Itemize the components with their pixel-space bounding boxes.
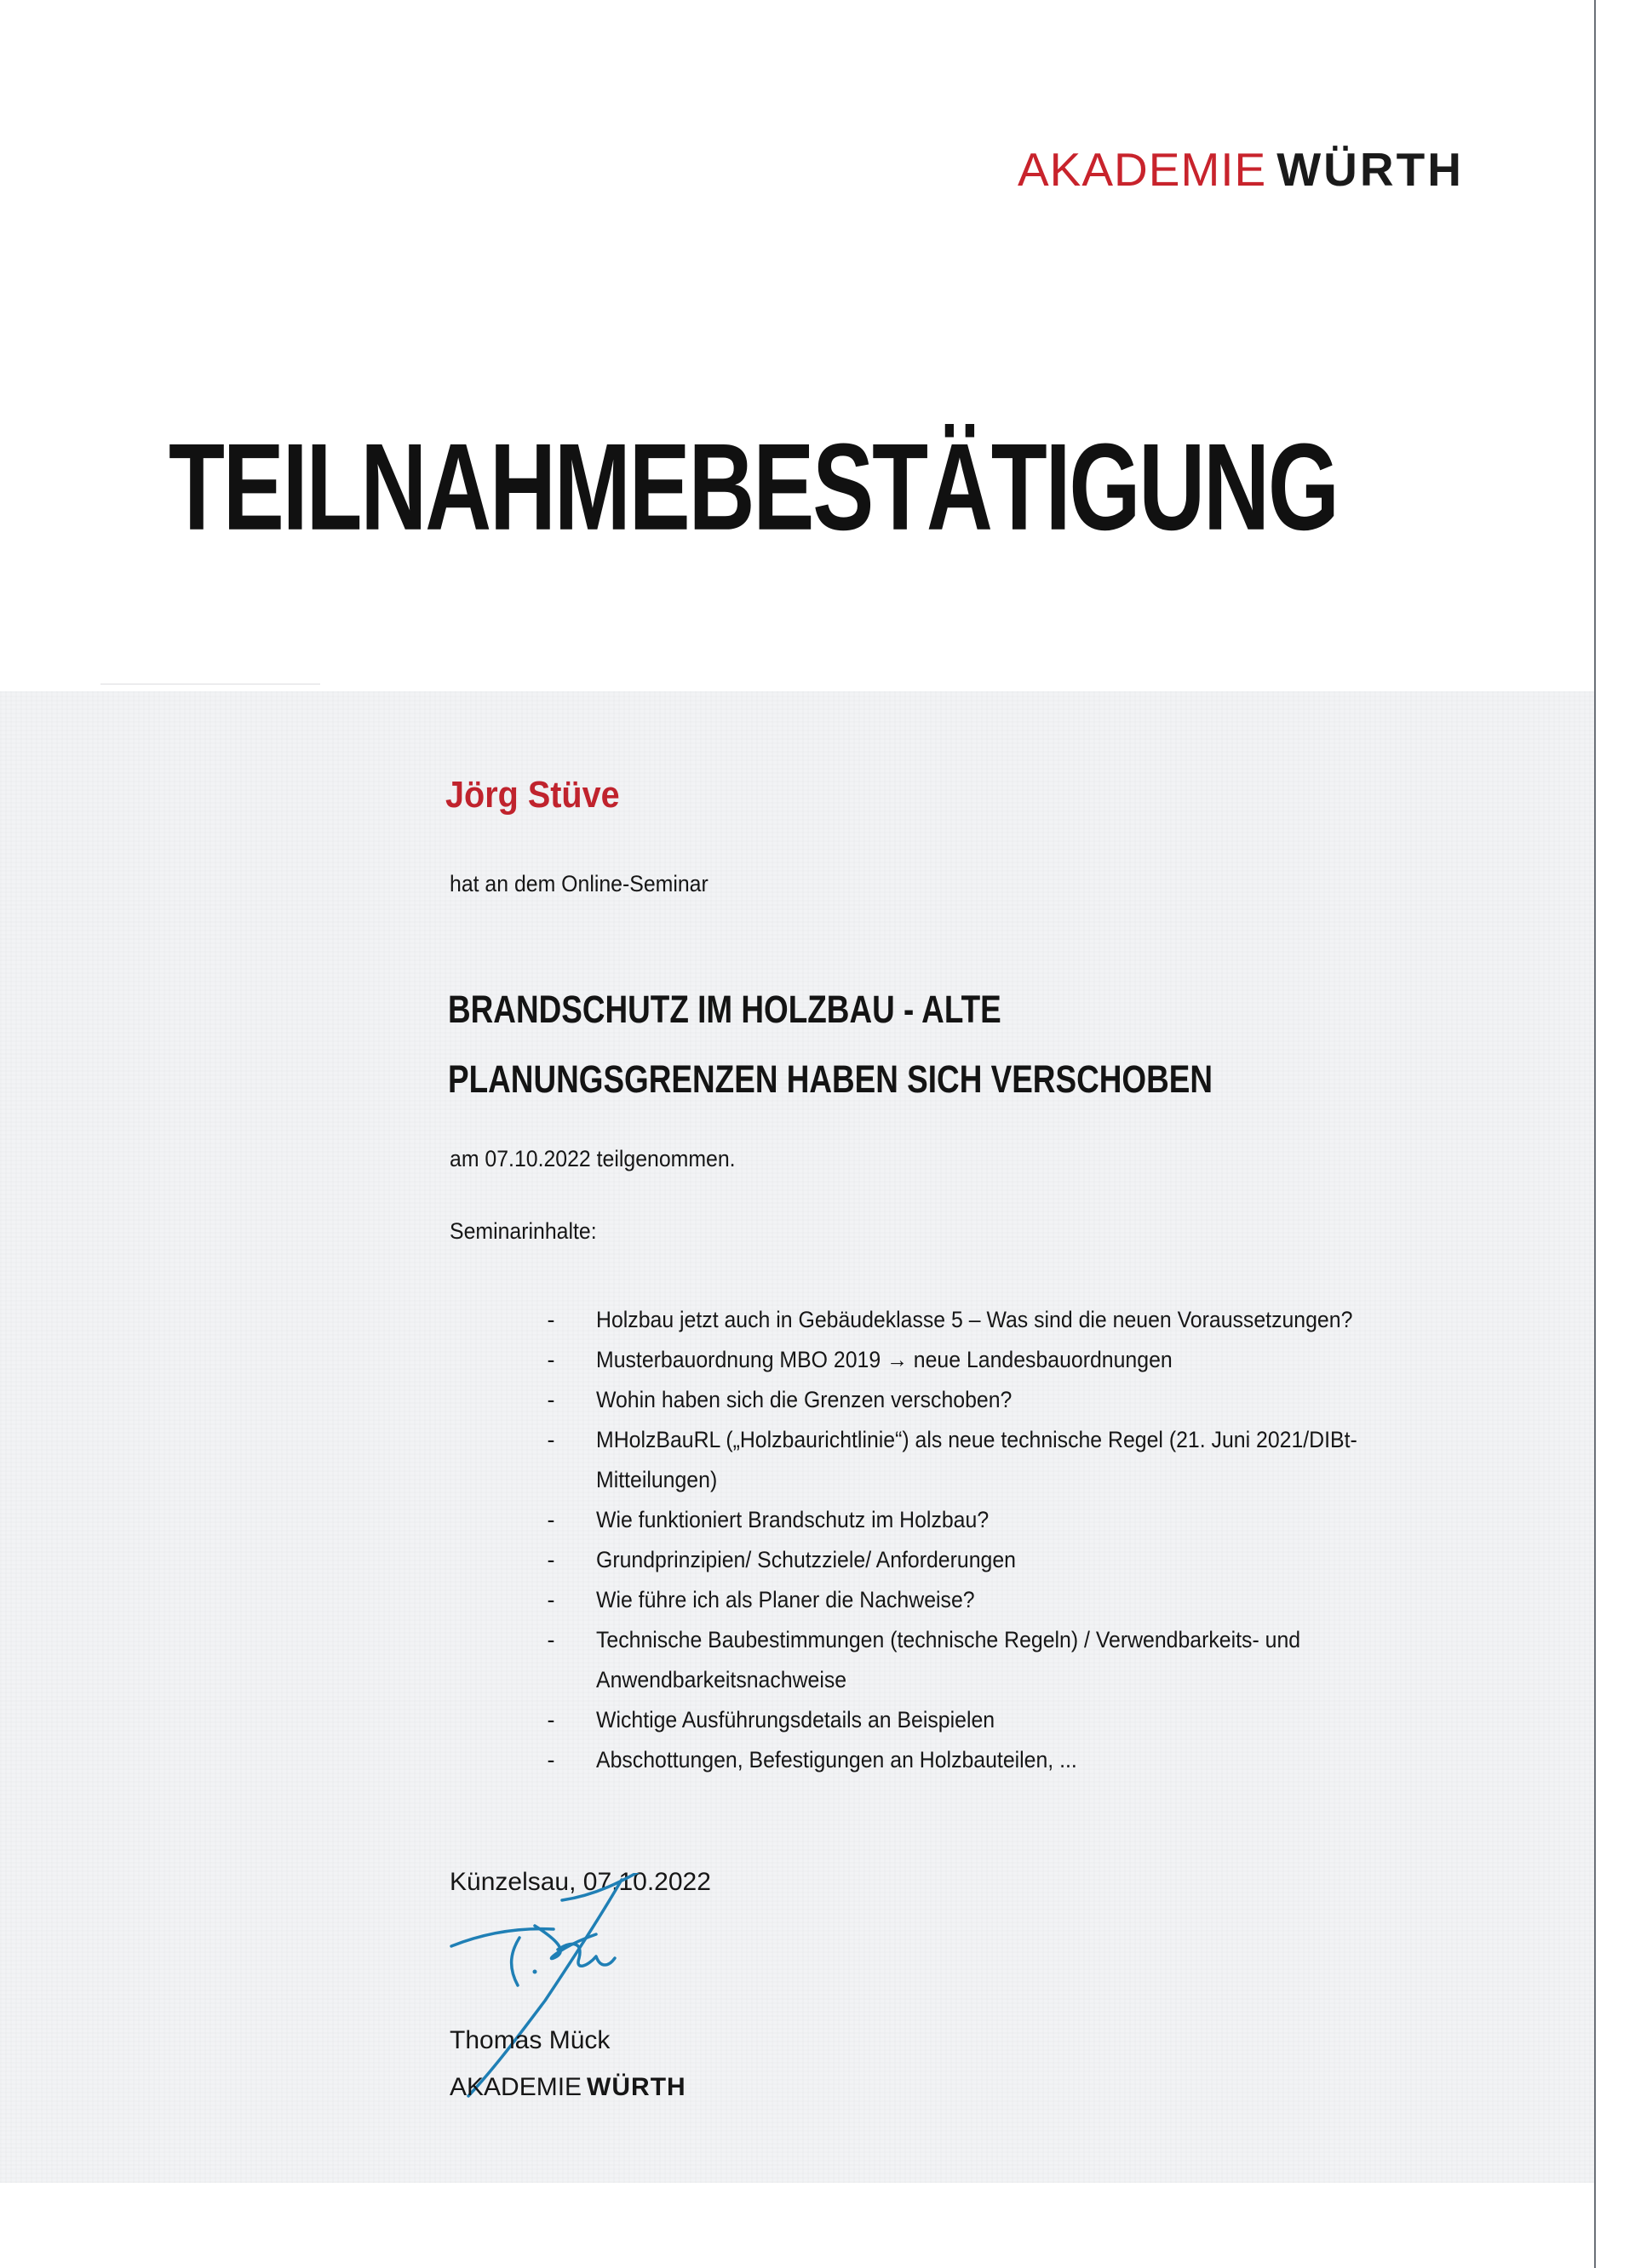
topic-text: Wie führe ich als Planer die Nachweise? <box>596 1587 975 1612</box>
logo-akademie-text: AKADEMIE <box>450 2073 582 2101</box>
topic-text: Wohin haben sich die Grenzen verschoben? <box>596 1387 1013 1412</box>
place-and-date: Künzelsau, 07.10.2022 <box>450 1868 711 1896</box>
bullet-dash: - <box>547 1507 555 1532</box>
topic-text: Holzbau jetzt auch in Gebäudeklasse 5 – Was sind die neuen Voraussetzungen? <box>596 1307 1353 1332</box>
document-title: TEILNAHMEBESTÄTIGUNG <box>169 418 1338 557</box>
akademie-wurth-logo <box>1018 143 1464 196</box>
list-item <box>545 1580 1397 1620</box>
list-item <box>545 1380 1397 1420</box>
contents-label: Seminarinhalte: <box>450 1218 597 1244</box>
topic-text: Technische Baubestimmungen (technische Regeln) / Verwendbarkeits- und Anwendbarkeitsnachweise <box>596 1627 1301 1692</box>
list-item <box>545 1300 1397 1340</box>
topic-text: Wichtige Ausführungsdetails an Beispielen <box>596 1707 995 1732</box>
list-item <box>545 1420 1397 1500</box>
list-item <box>545 1340 1397 1380</box>
bullet-dash: - <box>547 1627 555 1652</box>
bullet-dash: - <box>547 1747 555 1773</box>
seminar-topics-list <box>545 1300 1397 1780</box>
intro-text: hat an dem Online-Seminar <box>450 871 708 896</box>
list-item <box>545 1500 1397 1540</box>
bullet-dash: - <box>547 1347 555 1372</box>
bullet-dash: - <box>547 1587 555 1612</box>
seminar-title-line: PLANUNGSGRENZEN HABEN SICH VERSCHOBEN <box>448 1057 1213 1101</box>
list-item <box>545 1700 1397 1740</box>
logo-akademie-text: AKADEMIE <box>1018 143 1267 196</box>
seminar-title <box>448 975 1213 1114</box>
list-item <box>545 1740 1397 1780</box>
topic-text: Wie funktioniert Brandschutz im Holzbau? <box>596 1507 990 1532</box>
bullet-dash: - <box>547 1387 555 1412</box>
signer-name: Thomas Mück <box>450 2026 611 2054</box>
list-item <box>545 1620 1397 1700</box>
logo-wurth-text: WÜRTH <box>587 2073 686 2101</box>
topic-text: MHolzBauRL („Holzbaurichtlinie“) als neue technische Regel (21. Juni 2021/DIBt-Mitteilungen) <box>596 1427 1357 1492</box>
participant-name: Jörg Stüve <box>445 774 620 816</box>
list-item <box>545 1540 1397 1580</box>
topic-text: Grundprinzipien/ Schutzziele/ Anforderungen <box>596 1547 1016 1572</box>
topic-text: Abschottungen, Befestigungen an Holzbauteilen, ... <box>596 1747 1077 1773</box>
topic-text: Musterbauordnung MBO 2019 → neue Landesbauordnungen <box>596 1347 1173 1372</box>
bullet-dash: - <box>547 1307 555 1332</box>
bullet-dash: - <box>547 1547 555 1572</box>
seminar-title-line: BRANDSCHUTZ IM HOLZBAU - ALTE <box>448 988 1001 1031</box>
logo-wurth-text: WÜRTH <box>1276 143 1464 196</box>
attendance-text: am 07.10.2022 teilgenommen. <box>450 1146 736 1171</box>
bullet-dash: - <box>547 1427 555 1452</box>
akademie-wurth-logo-footer <box>450 2075 686 2100</box>
bullet-dash: - <box>547 1707 555 1732</box>
page-edge-line <box>1594 0 1596 2268</box>
